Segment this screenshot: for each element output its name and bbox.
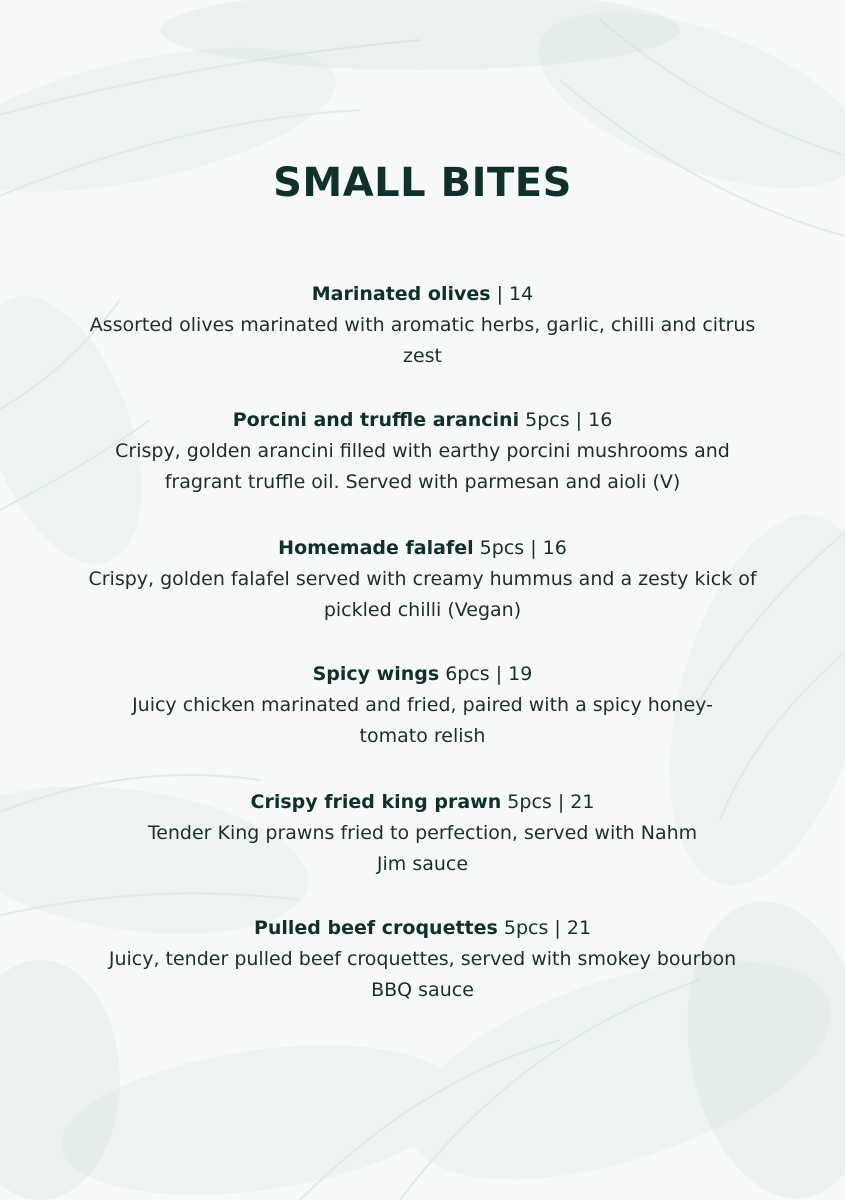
item-price: 5pcs | 16 (473, 537, 567, 559)
item-header (0, 658, 845, 690)
item-price: | 14 (490, 283, 534, 305)
item-description: Crispy, golden arancini filled with earthy porcini mushrooms and fragrant truffle oil. Served with parmesan and aioli (V) (115, 440, 730, 493)
menu-item-spicy-wings (0, 658, 845, 752)
item-header (0, 786, 845, 818)
item-header (0, 404, 845, 436)
item-name: Pulled beef croquettes (253, 917, 498, 939)
item-description: Tender King prawns fried to perfection, served with Nahm Jim sauce (147, 822, 698, 875)
item-price: 5pcs | 21 (501, 791, 595, 813)
item-name: Marinated olives (311, 283, 491, 305)
menu-item-falafel (0, 532, 845, 626)
item-header (0, 532, 845, 564)
menu-item-king-prawn (0, 786, 845, 880)
item-name: Porcini and truffle arancini (232, 409, 520, 431)
item-name: Spicy wings (312, 663, 440, 685)
page-title: SMALL BITES (273, 160, 572, 206)
item-description: Assorted olives marinated with aromatic herbs, garlic, chilli and citrus zest (89, 314, 756, 367)
item-price: 5pcs | 21 (497, 917, 592, 939)
item-price: 6pcs | 19 (439, 663, 533, 685)
item-name: Crispy fried king prawn (250, 791, 502, 813)
item-description: Crispy, golden falafel served with creamy hummus and a zesty kick of pickled chilli (Vegan) (88, 568, 757, 621)
item-header (0, 912, 845, 944)
item-name: Homemade falafel (278, 537, 474, 559)
menu-item-marinated-olives (0, 278, 845, 372)
item-description: Juicy, tender pulled beef croquettes, served with smokey bourbon BBQ sauce (108, 948, 737, 1001)
menu-item-beef-croquettes (0, 912, 845, 1006)
menu-item-arancini (0, 404, 845, 498)
item-description: Juicy chicken marinated and fried, paired with a spicy honey-tomato relish (132, 694, 713, 747)
item-price: 5pcs | 16 (519, 409, 613, 431)
item-header (0, 278, 845, 310)
